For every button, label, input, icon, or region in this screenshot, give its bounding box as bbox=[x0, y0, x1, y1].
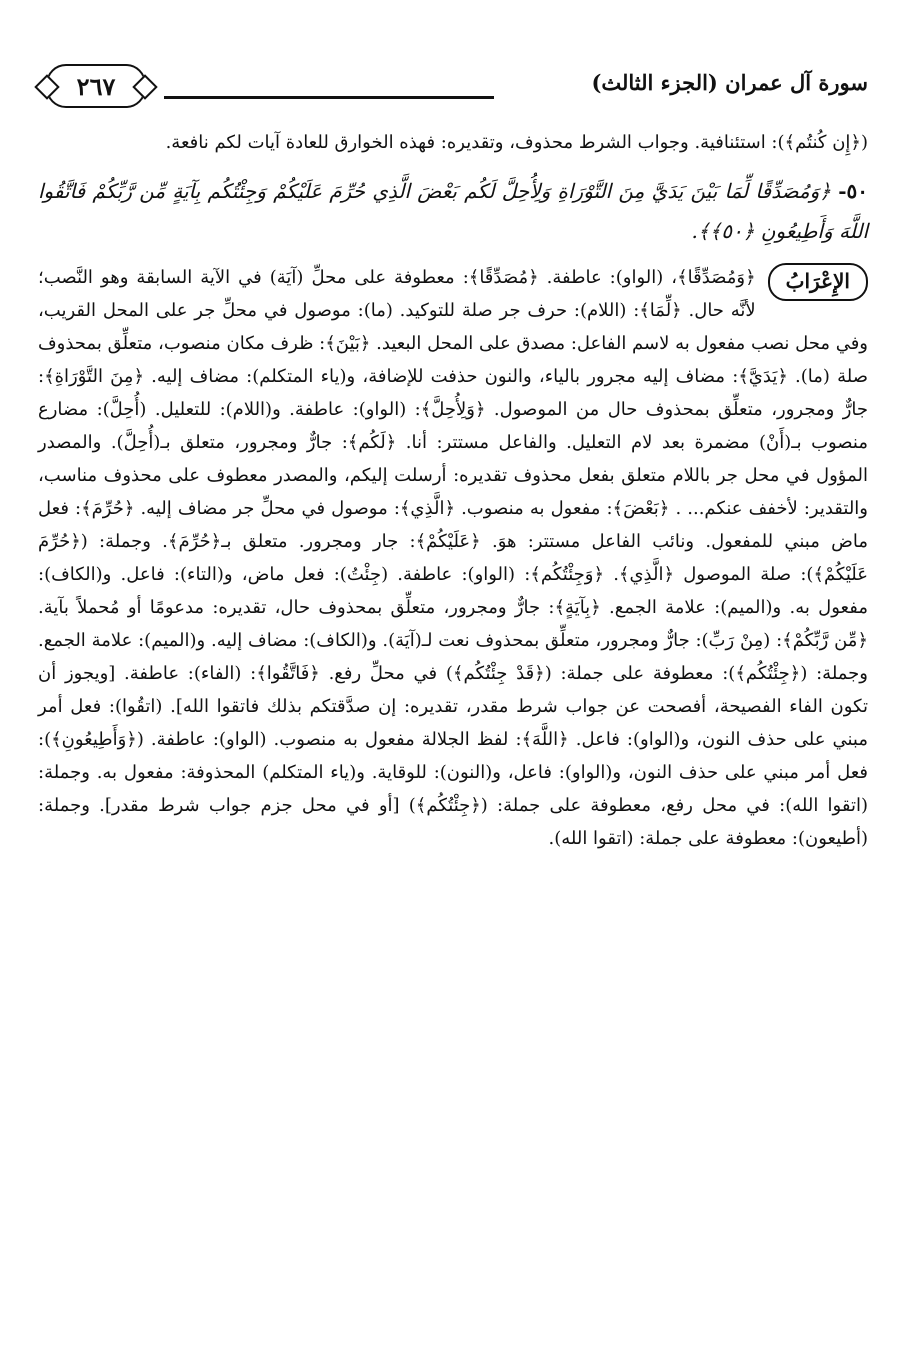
intro-paragraph: (﴿إِن كُنتُم﴾): استئنافية. وجواب الشرط محذوف، وتقديره: فهذه الخوارق للعادة آيات لكم نافعة. bbox=[165, 132, 868, 153]
irab-heading: الإِعْرَابُ bbox=[785, 269, 850, 293]
running-title: سورة آل عمران (الجزء الثالث) bbox=[591, 70, 868, 95]
irab-paragraph: ﴿وَمُصَدِّقًا﴾، (الواو): عاطفة. ﴿مُصَدِّقًا﴾: معطوفة على محلِّ (آيَة) في الآية السابقة وهو النَّصب؛ لأنَّه حال. ﴿لِّمَا﴾: (اللام): حرف جر صلة للتوكيد. (ما): موصول في محلِّ جر على المحل القريب، وفي محل نصب مفعول به لاسم الفاعل: مصدق على المحل البعيد. ﴿بَيْنَ﴾: ظرف مكان منصوب، متعلِّق بمحذوف صلة (ما). ﴿يَدَيَّ﴾: مضاف إليه مجرور بالياء، والنون حذفت للإضافة، و(ياء المتكلم): مضاف إليه. ﴿مِنَ التَّوْرَاةِ﴾: جارٌّ ومجرور، متعلِّق بمحذوف حال من الموصول. ﴿وَلِأُحِلَّ﴾: (الواو): عاطفة. و(اللام): للتعليل. (أُحِلَّ): مضارع منصوب بـ(أَنْ) مضمرة بعد لام التعليل. والفاعل مستتر: أنا. ﴿لَكُم﴾: جارٌّ ومجرور، متعلق بـ(أُحِلَّ). والمصدر المؤول في محل جر باللام متعلق بفعل محذوف تقديره: أرسلت إليكم، والمصدر معطوف على محذوف مناسب، والتقدير: لأخفف عنكم... . ﴿بَعْضَ﴾: مفعول به منصوب. ﴿الَّذِي﴾: موصول في محلِّ جر مضاف إليه. ﴿حُرِّمَ﴾: فعل ماض مبني للمفعول. ونائب الفاعل مستتر: هوَ. ﴿عَلَيْكُمْ﴾: جار ومجرور. متعلق بـ﴿حُرِّمَ﴾. وجملة: (﴿حُرِّمَ عَلَيْكُمْ﴾): صلة الموصول ﴿الَّذِي﴾. ﴿وَجِئْتُكُم﴾: (الواو): عاطفة. (جِئْتُ): فعل ماض، و(التاء): فاعل. و(الكاف): مفعول به. و(الميم): علامة الجمع. ﴿بِآيَةٍ﴾: جارٌّ ومجرور، متعلِّق بمحذوف حال، تقديره: مدعومًا أو مُحملاً بآية. ﴿مِّن رَّبِّكُمْ﴾: (مِنْ رَبِّ): جارٌّ ومجرور، متعلِّق بمحذوف نعت لـ(آيَة). و(الكاف): مضاف إليه. و(الميم): علامة الجمع. وجملة: (﴿جِئْتُكُم﴾): معطوفة على جملة: (﴿قَدْ جِئْتُكُم﴾) في محلِّ رفع. ﴿فَاتَّقُوا﴾: (الفاء): عاطفة. [ويجوز أن تكون الفاء الفصيحة، أفصحت عن جواب شرط مقدر، تقديره: إن صدَّقتكم بذلك فاتقوا الله]. (اتقُوا): فعل أمر مبني على حذف النون، و(الواو): فاعل. ﴿اللَّهَ﴾: لفظ الجلالة مفعول به منصوب. (الواو): عاطفة. (﴿وَأَطِيعُونِ﴾): فعل أمر مبني على حذف النون، و(الواو): فاعل، و(النون): للوقاية. و(ياء المتكلم) المحذوفة: مفعول به. وجملة: (اتقوا الله): في محل رفع، معطوفة على جملة: (﴿جِئْتُكُم﴾) [أو في محل جزم جواب شرط مقدر]. وجملة: (أطيعون): معطوفة على جملة: (اتقوا الله). bbox=[38, 267, 868, 849]
irab-heading-badge bbox=[768, 263, 868, 301]
book-page bbox=[38, 60, 868, 1330]
header-rule bbox=[164, 96, 494, 99]
page-number-badge bbox=[46, 64, 146, 108]
verse-number: ٥٠- bbox=[838, 179, 868, 203]
page-header bbox=[38, 60, 868, 114]
verse-text: ﴿وَمُصَدِّقًا لِّمَا بَيْنَ يَدَيَّ مِنَ التَّوْرَاةِ وَلِأُحِلَّ لَكُم بَعْضَ الَّذِي حُرِّمَ عَلَيْكُمْ وَجِئْتُكُم بِآيَةٍ مِّن رَّبِّكُمْ فَاتَّقُوا اللَّهَ وَأَطِيعُونِ ﴿٥٠﴾﴾. bbox=[38, 179, 868, 243]
page-body bbox=[38, 126, 868, 855]
quran-verse bbox=[38, 171, 868, 251]
page-number: ٢٦٧ bbox=[76, 71, 116, 101]
